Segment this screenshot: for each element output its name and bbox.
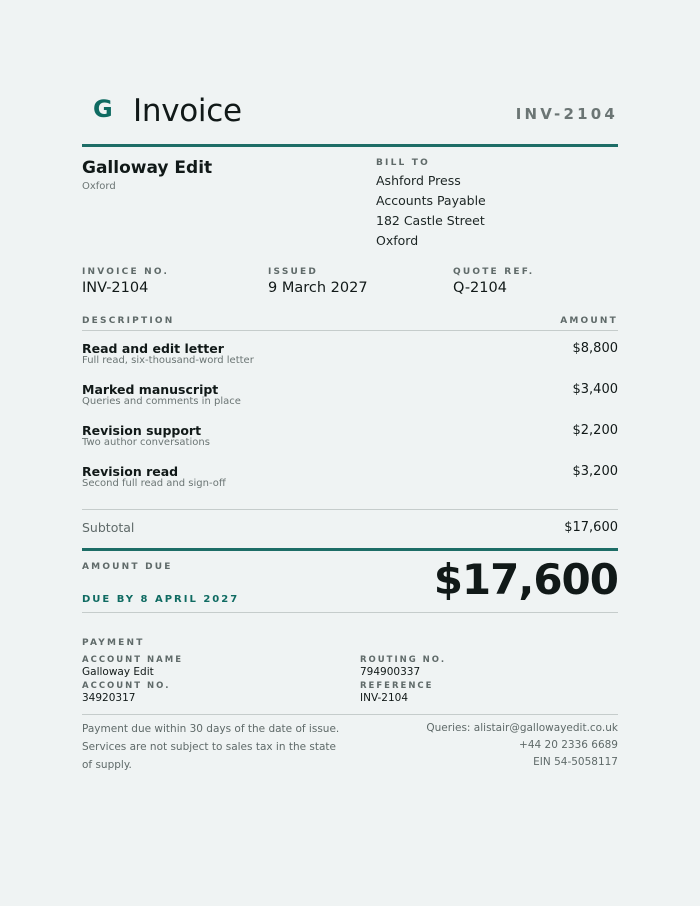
account-name-label: ACCOUNT NAME: [82, 655, 184, 665]
logo-mark: G: [93, 95, 113, 123]
queries-email: Queries: alistair@gallowayedit.co.uk: [426, 722, 618, 734]
due-date: DUE BY 8 APRIL 2027: [82, 594, 240, 605]
contact-phone: +44 20 2336 6689: [519, 739, 618, 751]
line-item-amount: $8,800: [572, 341, 618, 356]
header-divider: [82, 144, 618, 147]
account-no-label: ACCOUNT NO.: [82, 681, 171, 691]
items-header-divider: [82, 330, 618, 331]
line-item-subtitle: Queries and comments in place: [82, 396, 241, 407]
line-item-title: Revision support: [82, 423, 202, 438]
bill-to-line: Ashford Press: [376, 173, 461, 188]
sender-name: Galloway Edit: [82, 158, 213, 178]
page-title: Invoice: [133, 93, 242, 129]
routing-no-label: ROUTING NO.: [360, 655, 447, 665]
line-item-title: Revision read: [82, 464, 179, 479]
bill-to-label: BILL TO: [376, 158, 431, 168]
line-item-subtitle: Second full read and sign-off: [82, 478, 226, 489]
amount-due-divider: [82, 548, 618, 551]
reference-label: REFERENCE: [360, 681, 434, 691]
subtotal-amount: $17,600: [564, 520, 618, 535]
footer-divider: [82, 714, 618, 715]
quote-ref-label: QUOTE REF.: [453, 267, 535, 277]
subtotal-label: Subtotal: [82, 520, 135, 535]
invoice-no-value: INV-2104: [82, 280, 149, 296]
amount-column-header: AMOUNT: [560, 316, 618, 326]
account-name-value: Galloway Edit: [82, 666, 154, 678]
bill-to-line: Oxford: [376, 233, 419, 248]
account-no-value: 34920317: [82, 692, 136, 704]
routing-no-value: 794900337: [360, 666, 421, 678]
line-item-amount: $3,200: [572, 464, 618, 479]
ein-number: EIN 54-5058117: [533, 756, 618, 768]
invoice-page: [82, 0, 618, 906]
payment-terms: Payment due within 30 days of the date of issue. Services are not subject to sales tax in the state of supply.: [82, 723, 340, 771]
contact-block: [426, 720, 618, 771]
sender-city: Oxford: [82, 181, 116, 192]
amount-due-label: AMOUNT DUE: [82, 562, 173, 572]
items-bottom-divider: [82, 509, 618, 510]
line-item-subtitle: Two author conversations: [82, 437, 210, 448]
amount-due-value: $17,600: [433, 555, 618, 604]
bill-to-line: 182 Castle Street: [376, 213, 485, 228]
invoice-no-label: INVOICE NO.: [82, 267, 170, 277]
line-item-amount: $3,400: [572, 382, 618, 397]
line-item-amount: $2,200: [572, 423, 618, 438]
issued-label: ISSUED: [268, 267, 319, 277]
line-item-subtitle: Full read, six-thousand-word letter: [82, 355, 254, 366]
payment-heading: PAYMENT: [82, 638, 145, 648]
line-item-title: Read and edit letter: [82, 341, 224, 356]
bill-to-line: Accounts Payable: [376, 193, 486, 208]
reference-value: INV-2104: [360, 692, 409, 704]
quote-ref-value: Q-2104: [453, 280, 507, 296]
line-item-title: Marked manuscript: [82, 382, 219, 397]
issued-value: 9 March 2027: [268, 280, 368, 296]
header-invoice-number: INV-2104: [515, 105, 618, 123]
description-column-header: DESCRIPTION: [82, 316, 175, 326]
amount-due-bottom-divider: [82, 612, 618, 613]
